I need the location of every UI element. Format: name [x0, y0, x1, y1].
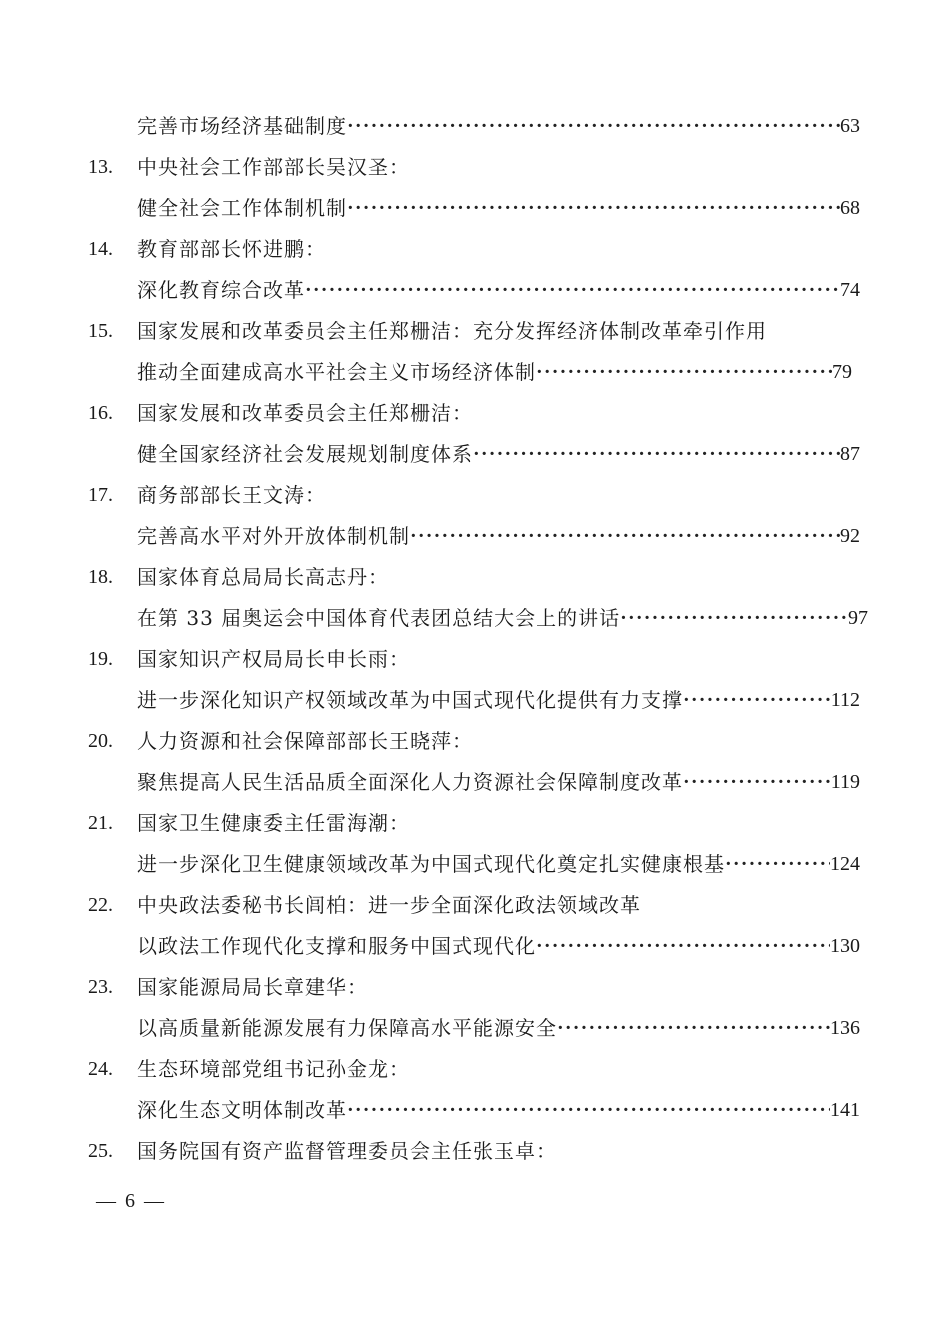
toc-subtitle: 深化生态文明体制改革	[137, 1098, 347, 1122]
toc-subtitle-line[interactable]	[88, 598, 868, 639]
toc-subtitle: 以政法工作现代化支撑和服务中国式现代化	[137, 934, 536, 958]
toc-heading-text: 商务部部长王文涛：	[137, 483, 326, 507]
toc-subtitle-line[interactable]	[88, 188, 860, 229]
toc-page-number: 97	[848, 607, 868, 629]
toc-heading-text: 教育部部长怀进鹏：	[137, 237, 326, 261]
dot-leader	[347, 106, 840, 147]
toc-entry-heading	[88, 1049, 860, 1090]
toc-subtitle: 进一步深化知识产权领域改革为中国式现代化提供有力支撑	[137, 688, 683, 712]
toc-subtitle: 健全社会工作体制机制	[137, 196, 347, 220]
toc-page-number: 136	[830, 1017, 860, 1039]
dot-leader	[347, 188, 840, 229]
toc-entry-number: 21.	[88, 812, 113, 834]
toc-subtitle-line[interactable]	[88, 1008, 860, 1049]
toc-entry-number: 15.	[88, 320, 113, 342]
toc-page-number: 87	[840, 443, 860, 465]
toc-subtitle-line[interactable]	[88, 270, 860, 311]
toc-entry-number: 22.	[88, 894, 113, 916]
toc-page-number: 74	[840, 279, 860, 301]
toc-page-number: 141	[830, 1099, 860, 1121]
toc-entry-number: 14.	[88, 238, 113, 260]
toc-entry-heading	[88, 557, 860, 598]
toc-subtitle-line[interactable]	[88, 434, 860, 475]
toc-subtitle: 完善市场经济基础制度	[137, 114, 347, 138]
toc-entry-number: 25.	[88, 1140, 113, 1162]
toc-entry-heading	[88, 147, 860, 188]
toc-heading-text: 国家能源局局长章建华：	[137, 975, 368, 999]
toc-entry-heading	[88, 1131, 860, 1172]
toc-page-number: 79	[832, 361, 852, 383]
toc-page-number: 92	[840, 525, 860, 547]
table-of-contents	[88, 106, 868, 1172]
toc-entry-number: 16.	[88, 402, 113, 424]
toc-subtitle-line[interactable]	[88, 926, 860, 967]
dot-leader	[683, 762, 831, 803]
toc-subtitle-line[interactable]	[88, 680, 860, 721]
toc-entry-heading	[88, 803, 860, 844]
toc-heading-text: 国务院国有资产监督管理委员会主任张玉卓：	[137, 1139, 557, 1163]
toc-subtitle: 深化教育综合改革	[137, 278, 305, 302]
toc-page-number: 130	[830, 935, 860, 957]
toc-entry-number: 17.	[88, 484, 113, 506]
dot-leader	[725, 844, 830, 885]
toc-heading-text: 国家卫生健康委主任雷海潮：	[137, 811, 410, 835]
toc-entry-heading	[88, 721, 860, 762]
toc-heading-text: 生态环境部党组书记孙金龙：	[137, 1057, 410, 1081]
toc-heading-text: 中央社会工作部部长吴汉圣：	[137, 155, 410, 179]
toc-entry-heading	[88, 639, 860, 680]
toc-entry-number: 20.	[88, 730, 113, 752]
toc-entry-heading	[88, 967, 860, 1008]
toc-page-number: 112	[830, 689, 860, 711]
toc-heading-text: 人力资源和社会保障部部长王晓萍：	[137, 729, 473, 753]
toc-subtitle: 完善高水平对外开放体制机制	[137, 524, 410, 548]
toc-subtitle-line[interactable]	[88, 844, 860, 885]
toc-page-number: 119	[830, 771, 860, 793]
toc-subtitle: 在第 33 届奥运会中国体育代表团总结大会上的讲话	[137, 606, 621, 630]
toc-subtitle: 进一步深化卫生健康领域改革为中国式现代化奠定扎实健康根基	[137, 852, 725, 876]
toc-subtitle-line[interactable]	[88, 762, 860, 803]
toc-subtitle: 推动全面建成高水平社会主义市场经济体制	[137, 360, 536, 384]
toc-subtitle-line[interactable]	[88, 106, 860, 147]
toc-subtitle-line[interactable]	[88, 516, 860, 557]
toc-entry-heading	[88, 885, 860, 926]
toc-page-number: 63	[840, 115, 860, 137]
dot-leader	[620, 598, 848, 639]
toc-heading-text: 国家知识产权局局长申长雨：	[137, 647, 410, 671]
dot-leader	[557, 1008, 830, 1049]
toc-subtitle-line[interactable]	[88, 352, 852, 393]
toc-heading-text: 国家体育总局局长高志丹：	[137, 565, 389, 589]
dot-leader	[536, 352, 832, 393]
dot-leader	[305, 270, 840, 311]
dot-leader	[410, 516, 840, 557]
page-number-footer: — 6 —	[96, 1190, 166, 1212]
dot-leader	[473, 434, 840, 475]
dot-leader	[347, 1090, 830, 1131]
toc-heading-text: 中央政法委秘书长闾柏：进一步全面深化政法领域改革	[137, 893, 641, 917]
toc-entry-number: 18.	[88, 566, 113, 588]
toc-entry-number: 19.	[88, 648, 113, 670]
toc-heading-text: 国家发展和改革委员会主任郑栅洁：充分发挥经济体制改革牵引作用	[137, 319, 767, 343]
toc-entry-number: 13.	[88, 156, 113, 178]
toc-entry-number: 23.	[88, 976, 113, 998]
toc-subtitle-line[interactable]	[88, 1090, 860, 1131]
toc-entry-heading	[88, 229, 860, 270]
toc-entry-heading	[88, 475, 860, 516]
dot-leader	[536, 926, 830, 967]
toc-subtitle: 聚焦提高人民生活品质全面深化人力资源社会保障制度改革	[137, 770, 683, 794]
toc-subtitle: 健全国家经济社会发展规划制度体系	[137, 442, 473, 466]
dot-leader	[683, 680, 831, 721]
toc-entry-heading	[88, 311, 860, 352]
toc-heading-text: 国家发展和改革委员会主任郑栅洁：	[137, 401, 473, 425]
toc-entry-number: 24.	[88, 1058, 113, 1080]
toc-page-number: 124	[830, 853, 860, 875]
toc-page-number: 68	[840, 197, 860, 219]
toc-subtitle: 以高质量新能源发展有力保障高水平能源安全	[137, 1016, 557, 1040]
toc-entry-heading	[88, 393, 860, 434]
